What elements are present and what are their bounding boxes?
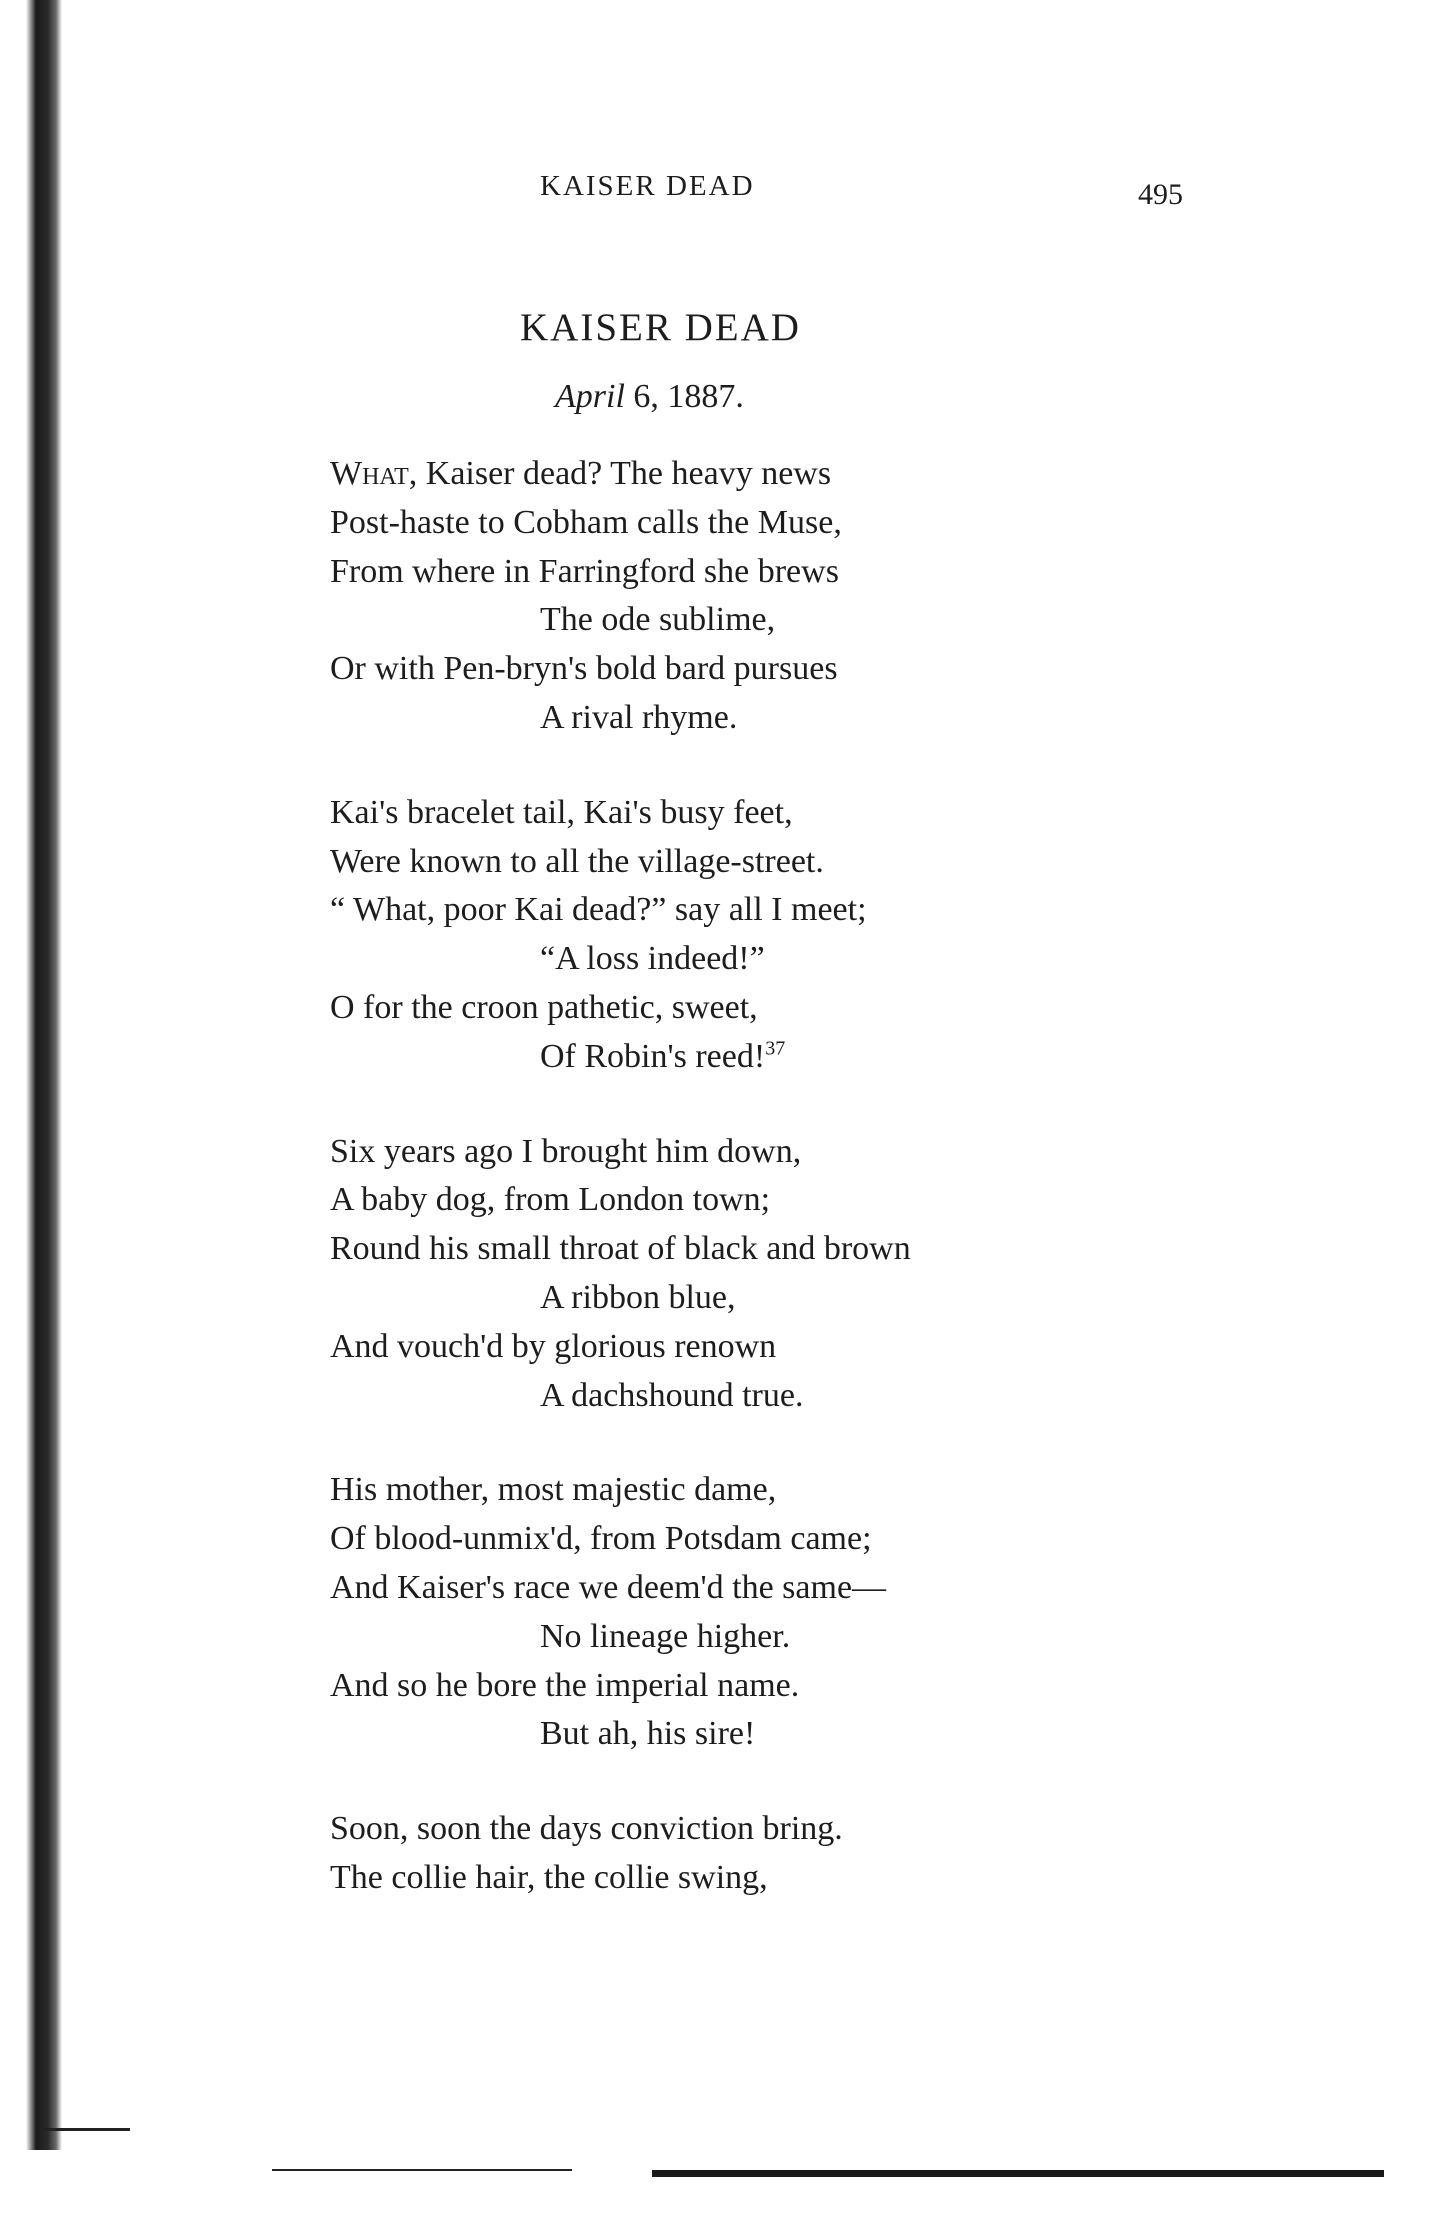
book-binding-edge — [26, 0, 62, 2150]
poem-line-text: The ode sublime, — [540, 601, 776, 639]
first-word-small-caps: What — [330, 455, 409, 492]
page-number: 495 — [1138, 178, 1183, 211]
poem-line-text: Six years ago I brought him down, — [330, 1132, 802, 1170]
poem-line — [330, 694, 1230, 743]
poem-line-text: A dachshound true. — [540, 1376, 804, 1414]
poem-line-text: A baby dog, from London town; — [330, 1181, 771, 1219]
poem-line — [330, 1466, 1230, 1515]
poem-date-rest: 6, 1887. — [624, 378, 744, 415]
running-head — [0, 170, 1435, 210]
poem-line — [330, 984, 1230, 1033]
stanza — [330, 1805, 1230, 1903]
poem-line — [330, 886, 1230, 935]
poem-line-text: His mother, most majestic dame, — [330, 1471, 777, 1509]
poem-line — [330, 1225, 1230, 1274]
running-title: KAISER DEAD — [540, 170, 755, 202]
poem-date — [555, 378, 744, 416]
poem-line — [330, 935, 1230, 984]
poem-line-text: Of blood-unmix'd, from Potsdam came; — [330, 1520, 872, 1558]
poem-line-text: The collie hair, the collie swing, — [330, 1858, 768, 1896]
binding-foot-rule — [40, 2128, 130, 2131]
poem-body — [330, 450, 1230, 1949]
poem-title: KAISER DEAD — [520, 306, 801, 349]
poem-line — [330, 838, 1230, 887]
poem-line-text: And vouch'd by glorious renown — [330, 1327, 777, 1365]
poem-line-text: Kai's bracelet tail, Kai's busy feet, — [330, 793, 793, 831]
poem-line — [330, 1662, 1230, 1711]
poem-line-text: A rival rhyme. — [540, 698, 738, 736]
poem-line — [330, 548, 1230, 597]
bottom-rule-thick — [652, 2170, 1384, 2177]
poem-line — [330, 1805, 1230, 1854]
poem-line — [330, 1854, 1230, 1903]
poem-line — [330, 1515, 1230, 1564]
poem-line — [330, 1710, 1230, 1759]
poem-line — [330, 1033, 1230, 1082]
poem-line-text: And so he bore the imperial name. — [330, 1666, 800, 1704]
poem-line-text: Of Robin's reed! — [540, 1037, 766, 1075]
poem-line — [330, 1372, 1230, 1421]
poem-date-month: April — [555, 378, 625, 415]
bottom-rule — [272, 2169, 1384, 2178]
poem-line-text: O for the croon pathetic, sweet, — [330, 988, 758, 1026]
stanza — [330, 450, 1230, 743]
poem-line-text: Post-haste to Cobham calls the Muse, — [330, 503, 842, 541]
poem-line-text: A ribbon blue, — [540, 1278, 736, 1316]
poem-line — [330, 450, 1230, 499]
bottom-rule-thin — [272, 2169, 572, 2171]
footnote-reference[interactable]: 37 — [765, 1037, 786, 1060]
poem-line — [330, 1613, 1230, 1662]
poem-line — [330, 645, 1230, 694]
poem-line-text: , Kaiser dead? The heavy news — [408, 455, 832, 492]
poem-line-text: But ah, his sire! — [540, 1715, 756, 1753]
poem-line — [330, 1274, 1230, 1323]
poem-line — [330, 789, 1230, 838]
stanza — [330, 789, 1230, 1082]
poem-line-text: Or with Pen-bryn's bold bard pursues — [330, 650, 838, 688]
poem-line — [330, 1323, 1230, 1372]
poem-line — [330, 499, 1230, 548]
poem-line — [330, 1176, 1230, 1225]
poem-line-text: And Kaiser's race we deem'd the same— — [330, 1568, 887, 1606]
poem-line-text: “A loss indeed!” — [540, 940, 765, 978]
stanza — [330, 1128, 1230, 1421]
poem-line-text: Were known to all the village-street. — [330, 842, 824, 880]
poem-line — [330, 1128, 1230, 1177]
poem-line-text: Round his small throat of black and brown — [330, 1230, 911, 1268]
poem-line-text: No lineage higher. — [540, 1617, 791, 1655]
poem-line-text: Soon, soon the days conviction bring. — [330, 1810, 843, 1848]
poem-line-text: From where in Farringford she brews — [330, 552, 839, 590]
poem-line-text: “ What, poor Kai dead?” say all I meet; — [330, 891, 867, 929]
poem-line — [330, 1564, 1230, 1613]
stanza — [330, 1466, 1230, 1759]
poem-line — [330, 596, 1230, 645]
